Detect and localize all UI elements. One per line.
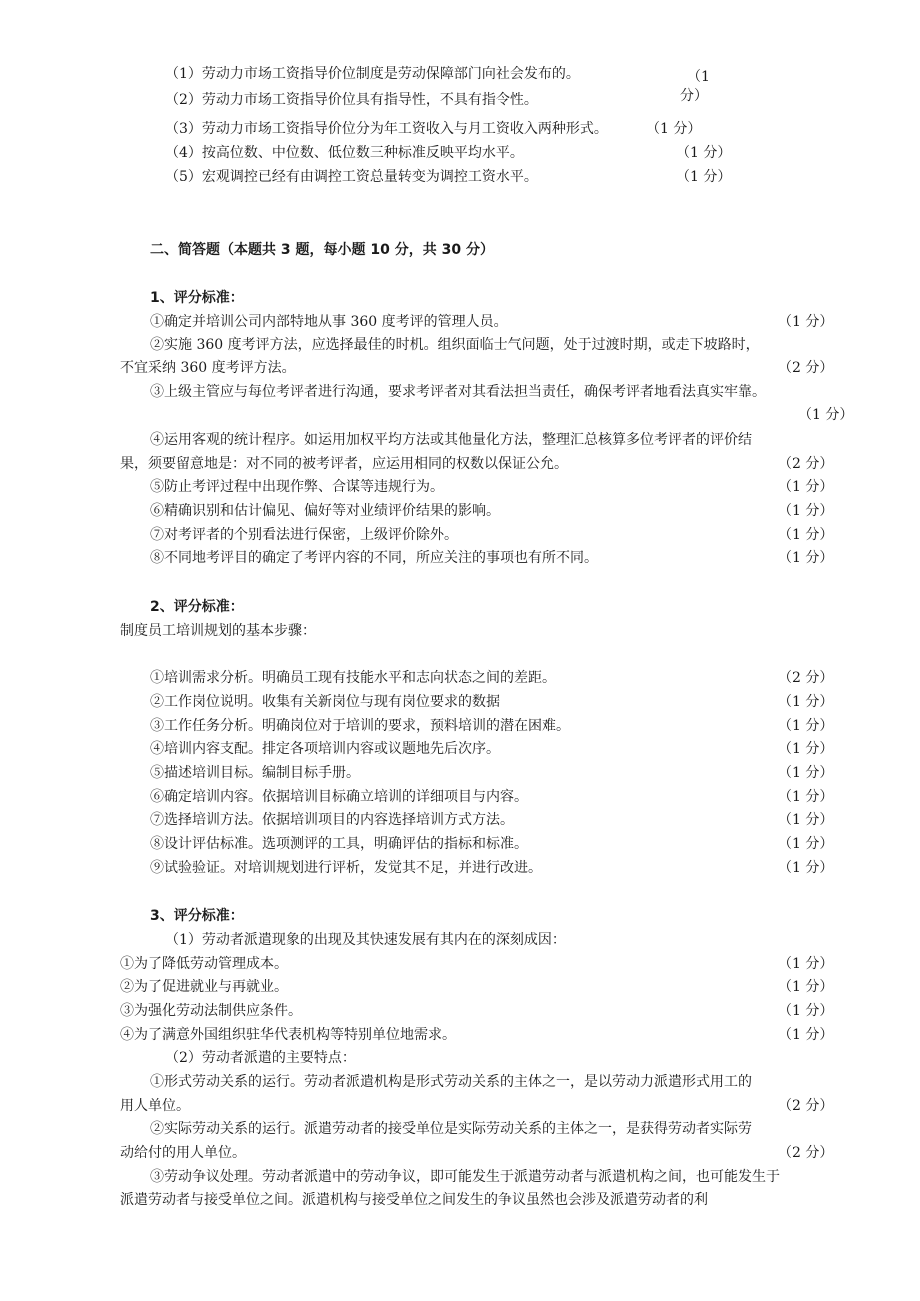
q2-score-1: （2 分） (778, 670, 834, 686)
q2-score-6: （1 分） (778, 789, 834, 805)
q1-line-8: ⑧不同地考评目的确定了考评内容的不同，所应关注的事项也有所不同。 (150, 550, 598, 566)
q3-a-score-4: （1 分） (778, 1027, 834, 1043)
q3-b-score-1: （2 分） (778, 1098, 834, 1114)
section-title: 二、简答题（本题共 3 题，每小题 10 分，共 30 分） (150, 242, 494, 258)
q3-b-line-1b: 用人单位。 (120, 1098, 190, 1114)
q1-line-5: ⑤防止考评过程中出现作弊、合谋等违规行为。 (150, 479, 444, 495)
q3-heading: 3、评分标准： (150, 908, 244, 924)
part1-item-4: （4）按高位数、中位数、低位数三种标准反映平均水平。 (165, 145, 524, 161)
part1-score-b: 分） (680, 88, 708, 104)
q1-line-3: ③上级主管应与每位考评者进行沟通，要求考评者对其看法担当责任，确保考评者地看法真实牢靠。 (150, 384, 766, 400)
q2-line-5: ⑤描述培训目标。编制目标手册。 (150, 765, 360, 781)
q1-score-1: （1 分） (778, 314, 834, 330)
q1-score-3: （1 分） (798, 407, 854, 423)
q3-b-line-3: ③劳动争议处理。劳动者派遣中的劳动争议，即可能发生于派遣劳动者与派遣机构之间，也可能发生于 (150, 1169, 780, 1185)
q1-line-4b: 果，须要留意地是：对不同的被考评者，应运用相同的权数以保证公允。 (120, 456, 568, 472)
q2-score-7: （1 分） (778, 812, 834, 828)
q1-score-5: （1 分） (778, 479, 834, 495)
q3-sub1: （1）劳动者派遣现象的出现及其快速发展有其内在的深刻成因： (165, 932, 566, 948)
q3-a-line-4: ④为了满意外国组织驻华代表机构等特别单位地需求。 (120, 1027, 456, 1043)
q1-line-2: ②实施 360 度考评方法，应选择最佳的时机。组织面临士气问题，处于过渡时期，或走下坡路时， (150, 337, 760, 353)
q1-score-2: （2 分） (778, 360, 834, 376)
q3-b-line-2: ②实际劳动关系的运行。派遣劳动者的接受单位是实际劳动关系的主体之一，是获得劳动者实际劳 (150, 1121, 752, 1137)
q2-score-9: （1 分） (778, 860, 834, 876)
q3-a-line-2: ②为了促进就业与再就业。 (120, 979, 288, 995)
q1-score-7: （1 分） (778, 527, 834, 543)
q3-sub2: （2）劳动者派遣的主要特点： (165, 1050, 356, 1066)
q1-line-2b: 不宜采纳 360 度考评方法。 (120, 360, 296, 376)
q2-line-4: ④培训内容支配。排定各项培训内容或议题地先后次序。 (150, 741, 500, 757)
q2-score-5: （1 分） (778, 765, 834, 781)
q3-b-line-1: ①形式劳动关系的运行。劳动者派遣机构是形式劳动关系的主体之一，是以劳动力派遣形式用工的 (150, 1074, 752, 1090)
q2-heading: 2、评分标准： (150, 599, 244, 615)
q2-line-1: ①培训需求分析。明确员工现有技能水平和志向状态之间的差距。 (150, 670, 556, 686)
part1-score-5: （1 分） (676, 169, 732, 185)
q3-a-score-3: （1 分） (778, 1003, 834, 1019)
q1-score-8: （1 分） (778, 550, 834, 566)
q2-line-2: ②工作岗位说明。收集有关新岗位与现有岗位要求的数据 (150, 694, 500, 710)
q3-b-line-2b: 动给付的用人单位。 (120, 1145, 246, 1161)
q1-line-4: ④运用客观的统计程序。如运用加权平均方法或其他量化方法，整理汇总核算多位考评者的评价结 (150, 432, 752, 448)
part1-item-1: （1）劳动力市场工资指导价位制度是劳动保障部门向社会发布的。 (165, 66, 580, 82)
q2-line-8: ⑧设计评估标准。选项测评的工具，明确评估的指标和标准。 (150, 836, 528, 852)
q2-line-7: ⑦选择培训方法。依据培训项目的内容选择培训方式方法。 (150, 812, 514, 828)
q3-b-line-3b: 派遣劳动者与接受单位之间。派遣机构与接受单位之间发生的争议虽然也会涉及派遣劳动者的利 (120, 1192, 708, 1208)
q1-heading: 1、评分标准： (150, 290, 244, 306)
q2-score-2: （1 分） (778, 694, 834, 710)
q3-a-score-1: （1 分） (778, 956, 834, 972)
q2-score-3: （1 分） (778, 718, 834, 734)
q3-b-score-2: （2 分） (778, 1145, 834, 1161)
q2-score-4: （1 分） (778, 741, 834, 757)
q3-a-line-1: ①为了降低劳动管理成本。 (120, 956, 288, 972)
q2-line-6: ⑥确定培训内容。依据培训目标确立培训的详细项目与内容。 (150, 789, 528, 805)
q3-a-score-2: （1 分） (778, 979, 834, 995)
q3-a-line-3: ③为强化劳动法制供应条件。 (120, 1003, 302, 1019)
q2-line-9: ⑨试验验证。对培训规划进行评析，发觉其不足，并进行改进。 (150, 860, 542, 876)
q1-line-7: ⑦对考评者的个别看法进行保密，上级评价除外。 (150, 527, 458, 543)
q1-score-6: （1 分） (778, 503, 834, 519)
part1-score-4: （1 分） (676, 145, 732, 161)
part1-score-3: （1 分） (646, 121, 702, 137)
q2-line-3: ③工作任务分析。明确岗位对于培训的要求，预料培训的潜在困难。 (150, 718, 570, 734)
part1-item-3: （3）劳动力市场工资指导价位分为年工资收入与月工资收入两种形式。 (165, 121, 608, 137)
part1-item-2: （2）劳动力市场工资指导价位具有指导性，不具有指令性。 (165, 92, 538, 108)
q1-line-1: ①确定并培训公司内部特地从事 360 度考评的管理人员。 (150, 314, 508, 330)
part1-score-a: （1 (687, 69, 710, 85)
q2-score-8: （1 分） (778, 836, 834, 852)
q1-line-6: ⑥精确识别和估计偏见、偏好等对业绩评价结果的影响。 (150, 503, 500, 519)
part1-item-5: （5）宏观调控已经有由调控工资总量转变为调控工资水平。 (165, 169, 538, 185)
q1-score-4: （2 分） (778, 456, 834, 472)
q2-intro: 制度员工培训规划的基本步骤： (120, 623, 316, 639)
